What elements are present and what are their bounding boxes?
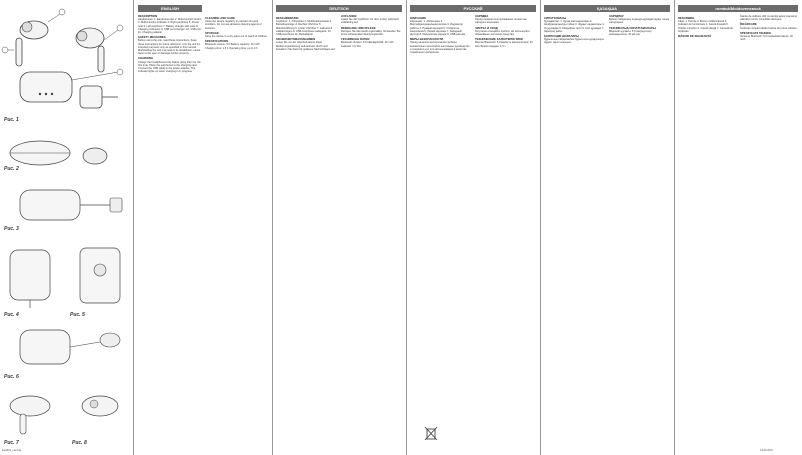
header-english: ENGLISH [138, 5, 202, 12]
section-title: MĂSURI DE SIGURANȚĂ [678, 34, 712, 39]
section-title: AUFLADEN [341, 14, 357, 18]
section-body: Версия Bluetooth: 5.0 Ёмкость аккумулятора: 40 мАч Время зарядки: 1,5 ч [475, 41, 533, 48]
column-english-2 [205, 5, 269, 50]
en-section-4 [205, 32, 269, 38]
kz-section-3 [609, 27, 670, 37]
de-section-1 [276, 38, 337, 51]
fig1-illustration [0, 0, 133, 128]
column-kazakh [544, 5, 670, 45]
column-english [138, 5, 202, 73]
section-title: SAFETY MEASURES [138, 35, 166, 40]
de-body [276, 15, 402, 51]
section-body: Reinigen Sie das Gerät regelmäßig. Verwenden Sie keine scheuernden Reinigungsmittel. [341, 29, 401, 37]
fold-line [406, 0, 407, 455]
de-section-0 [276, 17, 337, 36]
section-title: ЗАРЯДТАУ [609, 14, 624, 18]
section-title: SPECIFICAȚII TEHNICE [740, 30, 772, 35]
section-body: Clean the device regularly to maintain its good condition. Do not use abrasive cleaning agents or solvents. [205, 20, 262, 30]
fig3-illustration [0, 180, 133, 240]
fig2-illustration [0, 128, 133, 178]
ro-body [678, 15, 798, 41]
section-title: SPECIFICATIONS [205, 39, 229, 44]
fig2-label: Рис. 2 [4, 166, 19, 172]
section-title: SICHERHEITSMASSNAHMEN [276, 37, 316, 42]
column-russian [410, 5, 536, 54]
section-title: BESCHREIBUNG [276, 16, 299, 20]
fold-line [133, 0, 134, 455]
fig4-illustration [0, 240, 70, 310]
section-title: DESCRIPTION [138, 14, 158, 18]
ru-section-0 [410, 17, 471, 36]
fold-line [674, 0, 675, 455]
section-title: CLEANING AND CARE [205, 16, 236, 20]
section-title: СИПАТТАМАСЫ [544, 16, 567, 20]
section-body: Құрылғыны пайдаланбас бұрын осы нұсқаулықты мұқият оқып шығыңыз. [544, 38, 604, 45]
disposal-bin-icon [424, 425, 438, 441]
fig8-illustration [70, 384, 133, 444]
section-title: ЗАРЯДКА [475, 14, 489, 18]
column-deutsch [276, 5, 402, 51]
fig7-illustration [0, 384, 70, 444]
section-body: Headphones: 1. Earphones tips 2. Multi-function button 3. Multi-function indicator 4. Right earphone 5. Power hole 6. Left earphone 7. Battery charger with case 8. Charging indicators 9. USB port Charger: 10. USB port 11. Charging adapter [138, 18, 202, 35]
de-section-4 [341, 38, 402, 48]
section-body: Charge the headphones fully before using them for the first time. Place the earphones in the charging case. Connect the USB cable to the power adapter. The indicator lights up when charging is in progress. [138, 60, 201, 74]
section-body: Bluetooth нұсқасы: 5.0 Аккумулятор сыйымдылығы: 40 мА·сағ [609, 29, 652, 37]
footer-code-right: 13.09.2021 [760, 449, 773, 452]
fig3-label: Рис. 3 [4, 226, 19, 232]
section-body: Регулярно очищайте прибор. Не используйте абразивные чистящие средства. [475, 29, 530, 37]
section-body: Înainte de utilizare citiți cu atenție acest manual și păstrați-l pentru consultări ulterioare. [740, 15, 797, 22]
fold-line [272, 0, 273, 455]
section-title: DESCRIERE [678, 16, 695, 20]
section-body: Перед началом эксплуатации прибора внимательно прочитайте настоящее руководство и сохраните его для использования в качестве справочного материала. [410, 41, 470, 55]
ro-section-2 [740, 23, 798, 29]
en-section-3 [205, 17, 269, 30]
fig4-label: Рис. 4 [4, 312, 19, 318]
en-section-1 [138, 36, 202, 55]
fig5-label: Рис. 5 [70, 312, 85, 318]
en-section-2 [138, 57, 202, 73]
section-body: Kopfhörer: 1. Ohrpolster 2. Multifunktionstaste 3. Betriebsanzeige 4. Rechter Ohrhörer 5. Mikrofonöffnung 6. Linker Ohrhörer 7. Ladeetui 8. Ladeanzeigen 9. USB-Anschluss Ladegerät: 10. USB-Anschluss 11. Netzadapter [276, 20, 333, 37]
section-body: Бірінші пайдалану алдында құлаққаптарды толық зарядтаңыз. [609, 18, 669, 25]
de-section-3 [341, 27, 402, 37]
section-body: Store the device in a dry place out of reach of children. [205, 35, 268, 39]
section-body: Құлаққаптар: 1. Құлақ жастықшалары 2. Көпфункционалды түйме 3. Жұмыс индикаторы 4. Оң құлаққап 5. Микрофон тесігі 6. Сол құлаққап 7. Зарядтау қабы [544, 20, 605, 33]
ru-section-2 [475, 15, 536, 25]
ro-section-0 [678, 17, 736, 33]
section-title: ТЕХНИКАЛЫҚ СИПАТТАМАЛАРЫ [609, 25, 656, 30]
section-title: ЧИСТКА И УХОД [475, 25, 498, 30]
kz-section-1 [544, 35, 605, 45]
ru-section-1 [410, 38, 471, 54]
section-title: STORAGE [205, 30, 219, 35]
en-section-0 [138, 15, 202, 34]
fold-line [540, 0, 541, 455]
header-deutsch: DEUTSCH [276, 5, 402, 12]
fig8-label: Рис. 8 [72, 440, 87, 446]
ru-section-3 [475, 27, 536, 37]
section-body: Bluetooth version: 5.0 Battery capacity: 40 mAh Charging time: 1.5 h Operating time: up to 4 h [205, 43, 260, 50]
fig1-label: Рис. 1 [4, 117, 19, 123]
section-title: CHARGING [138, 56, 154, 61]
section-body: Lesen Sie vor der Inbetriebnahme diese Bedienungsanleitung aufmerksam durch und bewahren Sie diese für späteres Nachschlagen auf. [276, 41, 336, 51]
section-body: Наушники: 1. Амбушюры 2. Многофункциональная кнопка 3. Индикатор работы 4. Правый наушник 5. Отверстие микрофона 6. Левый наушник 7. Зарядный футляр 8. Индикаторы заряда 9. USB-разъём [410, 20, 466, 37]
header-kazakh: ҚАЗАҚША [544, 5, 670, 12]
section-title: МЕРЫ БЕЗОПАСНОСТИ [410, 37, 444, 42]
en-section-5 [205, 40, 269, 50]
ru-body [410, 15, 536, 54]
kz-body [544, 15, 670, 45]
footer-code-left: EH-B01_manual [2, 449, 22, 452]
figures-panel [0, 0, 133, 455]
section-body: Before using the unit, read these instructions. Keep these instructions for future reference. Use the unit for intended purposes only as specified in this manual. Mishandling the unit may lead to its breakdown, cause harm to the user or damage his/her property. [138, 39, 201, 56]
fig6-label: Рис. 6 [4, 374, 19, 380]
fig5-illustration [70, 240, 133, 310]
section-title: ҚАУІПСІЗДІК ШАРАЛАРЫ [544, 34, 580, 39]
kz-section-0 [544, 17, 605, 33]
header-russian: РУССКИЙ [410, 5, 536, 12]
section-body: Versiune Bluetooth: 5.0 Capacitate baterie: 40 mAh [740, 35, 793, 42]
section-title: REINIGUNG UND PFLEGE [341, 25, 376, 30]
section-title: ÎNCĂRCARE [740, 22, 757, 27]
header-romanian: română/Moldovenească [678, 5, 798, 12]
section-title: TECHNISCHE DATEN [341, 37, 370, 42]
de-section-2 [341, 15, 402, 25]
column-romanian [678, 5, 798, 41]
ro-section-3 [740, 32, 798, 42]
kz-section-2 [609, 15, 670, 25]
fig6-illustration [0, 322, 133, 387]
section-body: Bluetooth-Version: 5.0 Akkukapazität: 40 mAh Ladezeit: 1,5 Std. [341, 41, 394, 48]
section-title: ОПИСАНИЕ [410, 16, 427, 20]
fig7-label: Рис. 7 [4, 440, 19, 446]
section-title: ТЕХНИЧЕСКИЕ ХАРАКТЕРИСТИКИ [475, 37, 523, 42]
section-body: Căști: 1. Pernițe 2. Buton multifuncțional 3. Indicator de funcționare 4. Cască dreaptă 5. Orificiu microfon 6. Cască stângă 7. Carcasă de încărcare [678, 20, 734, 33]
ru-section-4 [475, 38, 536, 48]
section-body: Laden Sie die Kopfhörer vor dem ersten Gebrauch vollständig auf. [341, 18, 400, 25]
section-body: Перед первым использованием полностью зарядите наушники. [475, 18, 527, 25]
section-body: Încărcați complet căștile înainte de prima utilizare. [740, 26, 798, 30]
